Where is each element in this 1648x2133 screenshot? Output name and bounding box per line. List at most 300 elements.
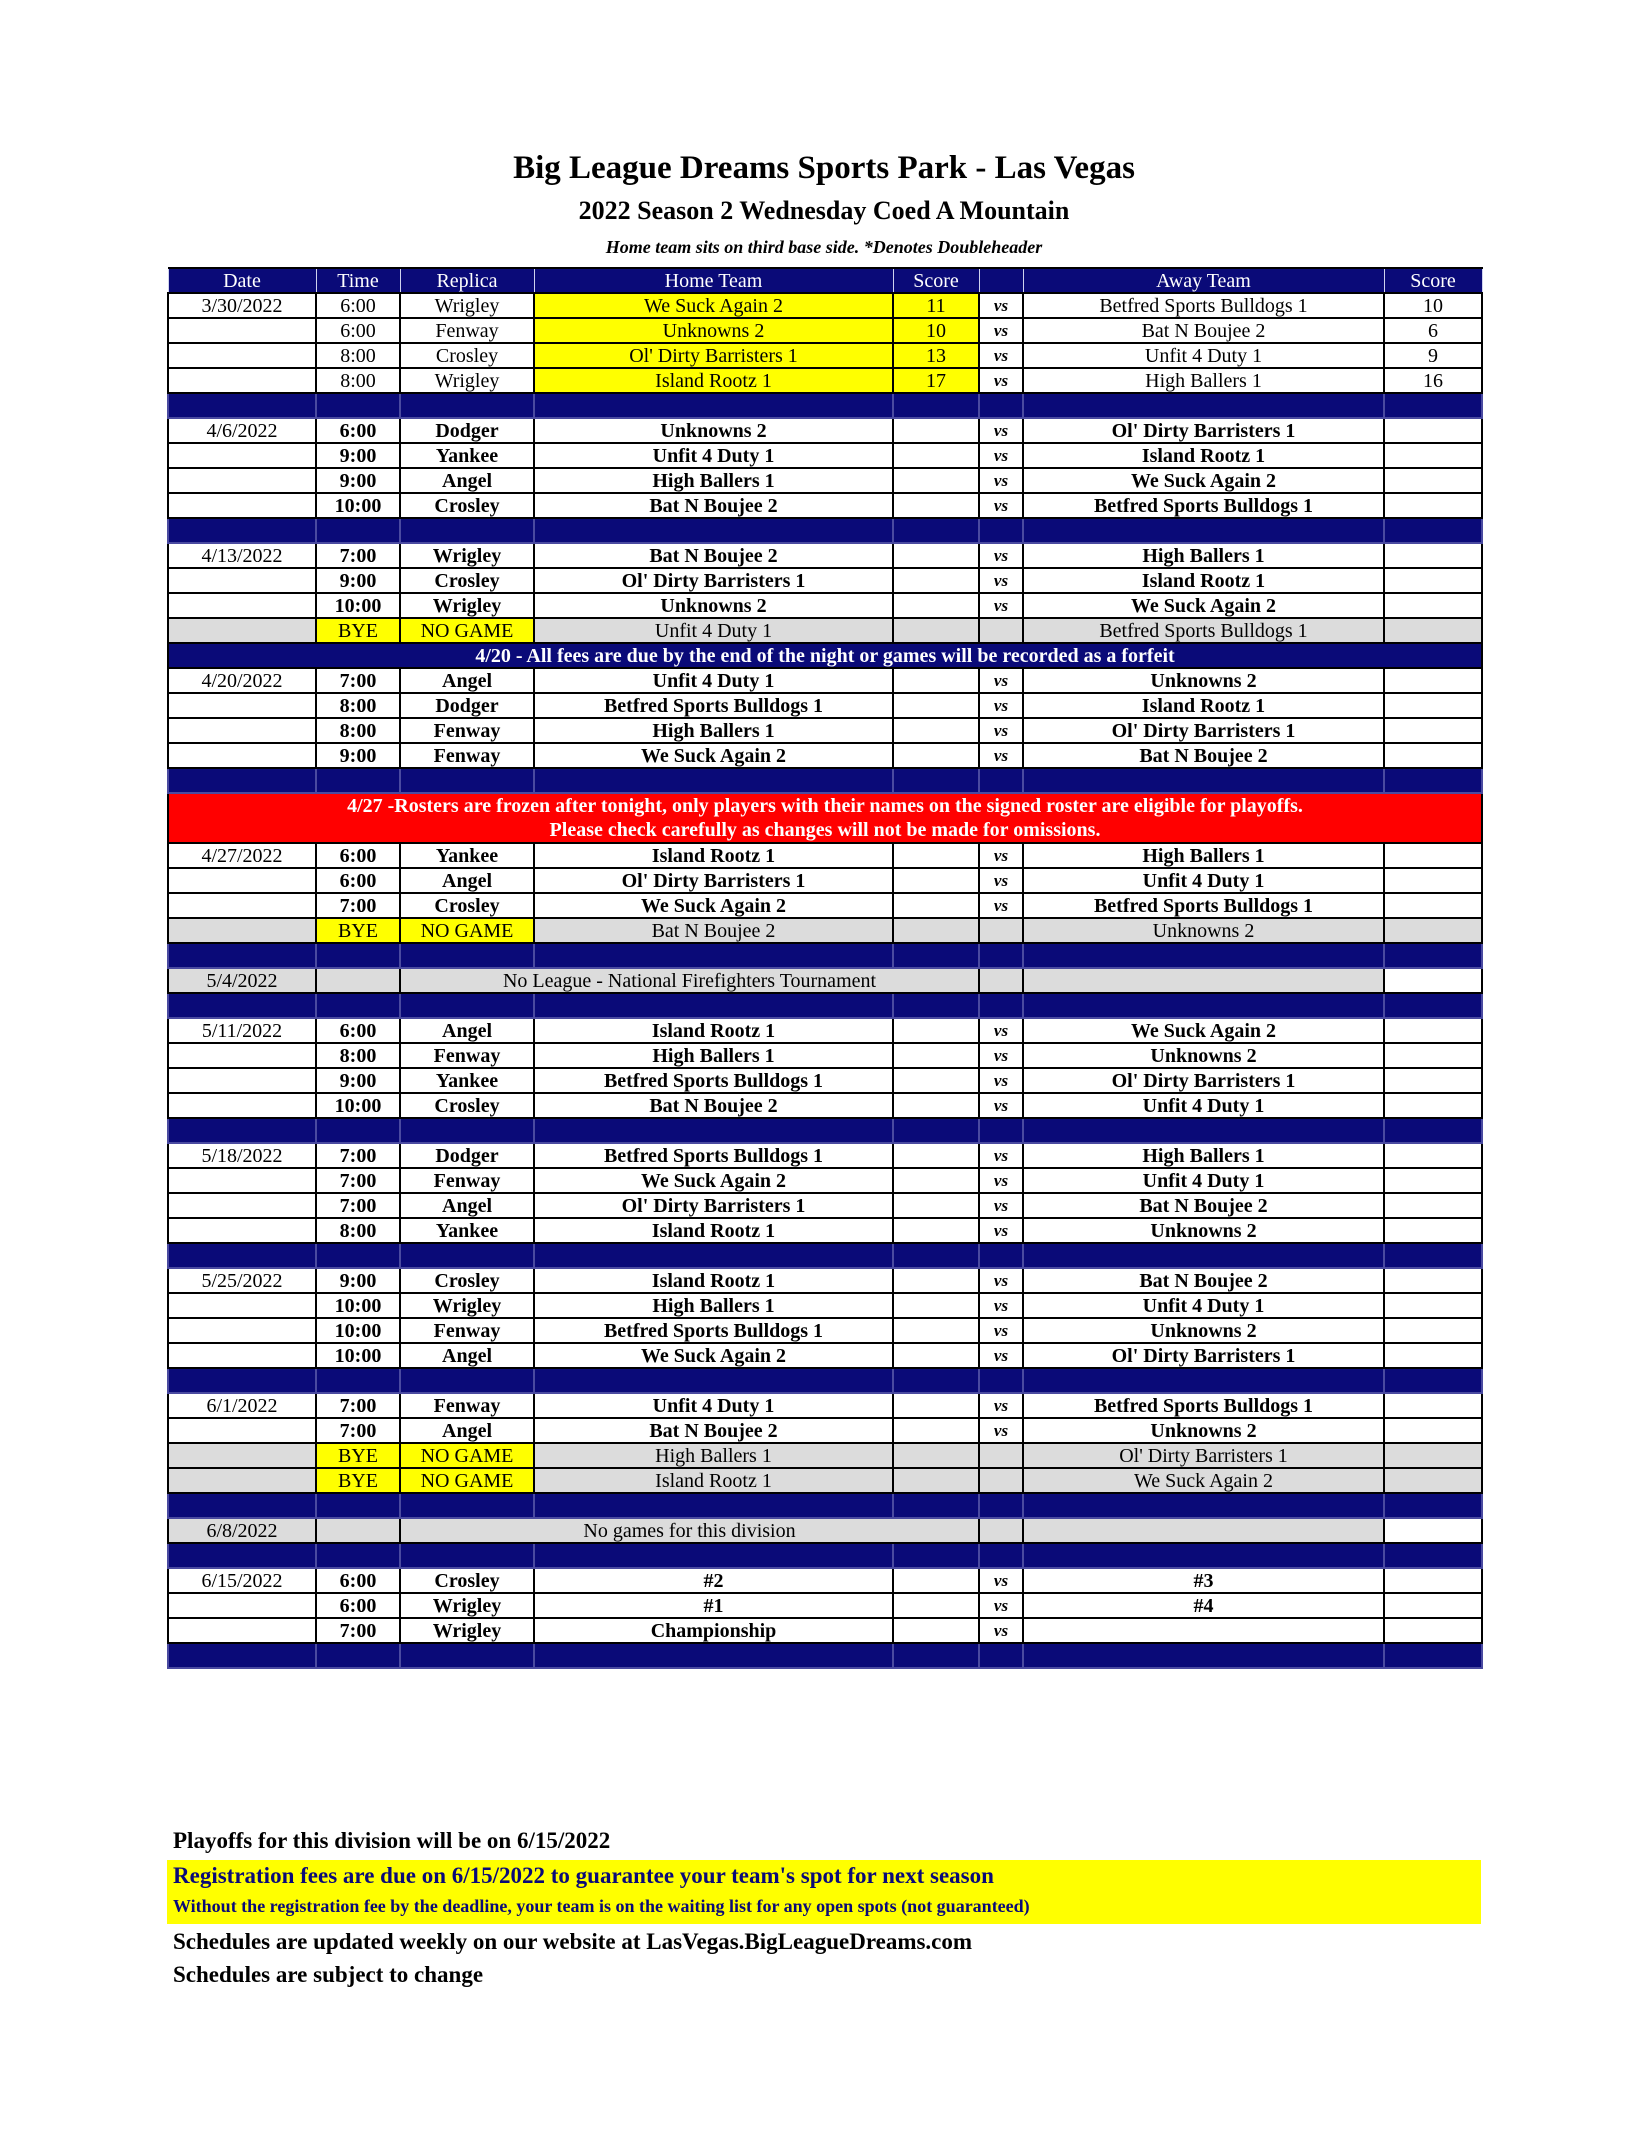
away-score-cell <box>1384 843 1482 868</box>
week-separator-row <box>168 393 1482 418</box>
separator-cell <box>1384 518 1482 543</box>
home-team-cell: Unknowns 2 <box>534 593 893 618</box>
vs-cell: vs <box>979 1343 1023 1368</box>
away-score-cell <box>1384 893 1482 918</box>
replica-cell: Angel <box>400 668 534 693</box>
away-score-cell <box>1384 1318 1482 1343</box>
vs-cell: vs <box>979 1418 1023 1443</box>
away-team-cell: We Suck Again 2 <box>1023 1468 1384 1493</box>
time-cell: BYE <box>316 618 400 643</box>
date-cell: 4/20/2022 <box>168 668 316 693</box>
date-cell <box>168 593 316 618</box>
separator-cell <box>400 1493 534 1518</box>
date-cell <box>168 468 316 493</box>
away-team-cell <box>1023 1518 1384 1543</box>
playoffs-note: Playoffs for this division will be on 6/15/2022 <box>173 1828 611 1853</box>
game-row <box>168 868 1482 893</box>
vs-cell: vs <box>979 1218 1023 1243</box>
home-team-cell: Ol' Dirty Barristers 1 <box>534 868 893 893</box>
replica-cell: NO GAME <box>400 618 534 643</box>
game-row <box>168 1068 1482 1093</box>
subject-to-change-note: Schedules are subject to change <box>173 1962 484 1987</box>
away-score-cell <box>1384 493 1482 518</box>
replica-cell: NO GAME <box>400 1468 534 1493</box>
separator-cell <box>534 1643 893 1668</box>
separator-cell <box>1023 1368 1384 1393</box>
replica-cell: Fenway <box>400 743 534 768</box>
home-team-cell: Island Rootz 1 <box>534 1468 893 1493</box>
time-cell: 7:00 <box>316 893 400 918</box>
separator-cell <box>893 1543 979 1568</box>
separator-cell <box>1023 1243 1384 1268</box>
away-score-cell <box>1384 543 1482 568</box>
bye-row <box>168 1443 1482 1468</box>
away-team-cell: Unfit 4 Duty 1 <box>1023 868 1384 893</box>
col-date: Date <box>168 268 316 293</box>
vs-cell: vs <box>979 893 1023 918</box>
vs-cell: vs <box>979 418 1023 443</box>
separator-cell <box>316 768 400 793</box>
vs-cell: vs <box>979 1593 1023 1618</box>
home-score-cell: 10 <box>893 318 979 343</box>
game-row <box>168 1143 1482 1168</box>
date-cell <box>168 868 316 893</box>
away-team-cell: Island Rootz 1 <box>1023 443 1384 468</box>
separator-cell <box>893 518 979 543</box>
game-row <box>168 1343 1482 1368</box>
date-cell <box>168 1443 316 1468</box>
separator-cell <box>893 943 979 968</box>
replica-cell: Fenway <box>400 718 534 743</box>
game-row <box>168 468 1482 493</box>
game-row <box>168 1593 1482 1618</box>
col-replica: Replica <box>400 268 534 293</box>
replica-cell: Angel <box>400 868 534 893</box>
separator-cell <box>893 1243 979 1268</box>
away-team-cell: #4 <box>1023 1593 1384 1618</box>
replica-cell: Fenway <box>400 1043 534 1068</box>
time-cell: 7:00 <box>316 1393 400 1418</box>
away-score-cell <box>1384 868 1482 893</box>
away-score-cell <box>1384 743 1482 768</box>
away-score-cell <box>1384 1393 1482 1418</box>
fees-notice: 4/20 - All fees are due by the end of the night or games will be recorded as a forfeit <box>168 643 1482 668</box>
separator-cell <box>979 1643 1023 1668</box>
date-cell: 5/11/2022 <box>168 1018 316 1043</box>
home-team-cell: High Ballers 1 <box>534 1043 893 1068</box>
away-team-cell: Unfit 4 Duty 1 <box>1023 1093 1384 1118</box>
separator-cell <box>893 393 979 418</box>
separator-cell <box>534 518 893 543</box>
separator-cell <box>534 1243 893 1268</box>
separator-cell <box>979 993 1023 1018</box>
game-row <box>168 668 1482 693</box>
time-cell: 6:00 <box>316 1568 400 1593</box>
replica-cell: Fenway <box>400 318 534 343</box>
week-separator-row <box>168 1118 1482 1143</box>
vs-cell: vs <box>979 593 1023 618</box>
vs-cell: vs <box>979 693 1023 718</box>
time-cell: 7:00 <box>316 1193 400 1218</box>
separator-cell <box>168 1368 316 1393</box>
replica-cell: Angel <box>400 1418 534 1443</box>
vs-cell: vs <box>979 543 1023 568</box>
home-score-cell <box>893 1468 979 1493</box>
game-row <box>168 368 1482 393</box>
home-score-cell <box>893 1293 979 1318</box>
away-team-cell: Betfred Sports Bulldogs 1 <box>1023 293 1384 318</box>
time-cell: 8:00 <box>316 718 400 743</box>
date-cell <box>168 618 316 643</box>
separator-cell <box>1023 1118 1384 1143</box>
home-team-cell: #2 <box>534 1568 893 1593</box>
separator-cell <box>1023 768 1384 793</box>
home-score-cell <box>893 1043 979 1068</box>
vs-cell: vs <box>979 843 1023 868</box>
home-score-cell <box>893 493 979 518</box>
replica-cell: Wrigley <box>400 593 534 618</box>
replica-cell: Fenway <box>400 1318 534 1343</box>
vs-cell: vs <box>979 668 1023 693</box>
home-score-cell: 17 <box>893 368 979 393</box>
game-row <box>168 1393 1482 1418</box>
separator-cell <box>534 1493 893 1518</box>
away-score-cell <box>1384 1168 1482 1193</box>
home-team-cell: Ol' Dirty Barristers 1 <box>534 343 893 368</box>
away-score-cell <box>1384 1043 1482 1068</box>
home-team-cell: Bat N Boujee 2 <box>534 1093 893 1118</box>
date-cell: 5/25/2022 <box>168 1268 316 1293</box>
separator-cell <box>316 518 400 543</box>
replica-cell: Crosley <box>400 568 534 593</box>
vs-cell: vs <box>979 1193 1023 1218</box>
week-separator-row <box>168 1543 1482 1568</box>
home-score-cell <box>893 1268 979 1293</box>
away-team-cell: Ol' Dirty Barristers 1 <box>1023 418 1384 443</box>
time-cell: 9:00 <box>316 1268 400 1293</box>
away-team-cell: Island Rootz 1 <box>1023 568 1384 593</box>
vs-cell: vs <box>979 1268 1023 1293</box>
home-team-cell: We Suck Again 2 <box>534 293 893 318</box>
game-row <box>168 1168 1482 1193</box>
game-row <box>168 693 1482 718</box>
separator-cell <box>316 993 400 1018</box>
week-separator-row <box>168 943 1482 968</box>
replica-cell: Crosley <box>400 1268 534 1293</box>
home-team-cell: We Suck Again 2 <box>534 743 893 768</box>
separator-cell <box>1384 768 1482 793</box>
away-score-cell <box>1384 1268 1482 1293</box>
home-score-cell <box>893 1168 979 1193</box>
home-team-cell: Ol' Dirty Barristers 1 <box>534 1193 893 1218</box>
week-separator-row <box>168 768 1482 793</box>
home-score-cell <box>893 693 979 718</box>
home-team-note: Home team sits on third base side. *Denotes Doubleheader <box>605 237 1043 257</box>
vs-cell: vs <box>979 568 1023 593</box>
home-score-cell <box>893 1418 979 1443</box>
vs-cell: vs <box>979 468 1023 493</box>
vs-cell: vs <box>979 1168 1023 1193</box>
replica-cell: Yankee <box>400 843 534 868</box>
bye-row <box>168 618 1482 643</box>
game-row <box>168 1318 1482 1343</box>
separator-cell <box>316 1643 400 1668</box>
time-cell <box>316 968 400 993</box>
home-team-cell: Island Rootz 1 <box>534 368 893 393</box>
away-score-cell: 10 <box>1384 293 1482 318</box>
time-cell: 9:00 <box>316 743 400 768</box>
date-cell: 4/27/2022 <box>168 843 316 868</box>
away-score-cell <box>1384 1593 1482 1618</box>
game-row <box>168 293 1482 318</box>
col-home-score: Score <box>893 268 979 293</box>
time-cell: 7:00 <box>316 1143 400 1168</box>
replica-cell: Yankee <box>400 443 534 468</box>
time-cell: 9:00 <box>316 1068 400 1093</box>
home-score-cell <box>893 1568 979 1593</box>
date-cell: 5/4/2022 <box>168 968 316 993</box>
separator-cell <box>979 1543 1023 1568</box>
date-cell <box>168 1068 316 1093</box>
separator-cell <box>1384 993 1482 1018</box>
time-cell: BYE <box>316 1468 400 1493</box>
date-cell <box>168 1093 316 1118</box>
away-score-cell <box>1384 1068 1482 1093</box>
game-row <box>168 1568 1482 1593</box>
separator-cell <box>400 943 534 968</box>
home-team-cell: Bat N Boujee 2 <box>534 543 893 568</box>
away-score-cell <box>1384 1343 1482 1368</box>
time-cell: 10:00 <box>316 1343 400 1368</box>
home-team-cell: We Suck Again 2 <box>534 1343 893 1368</box>
away-team-cell: Unknowns 2 <box>1023 668 1384 693</box>
time-cell: 8:00 <box>316 693 400 718</box>
time-cell: 6:00 <box>316 868 400 893</box>
no-games-text: No games for this division <box>400 1518 979 1543</box>
home-score-cell <box>893 1218 979 1243</box>
away-score-cell <box>1384 468 1482 493</box>
separator-cell <box>400 1643 534 1668</box>
home-score-cell <box>893 918 979 943</box>
date-cell <box>168 1418 316 1443</box>
home-team-cell: We Suck Again 2 <box>534 893 893 918</box>
home-team-cell: Bat N Boujee 2 <box>534 918 893 943</box>
separator-cell <box>534 943 893 968</box>
replica-cell: Dodger <box>400 693 534 718</box>
separator-cell <box>316 943 400 968</box>
separator-cell <box>316 1493 400 1518</box>
away-team-cell: Betfred Sports Bulldogs 1 <box>1023 893 1384 918</box>
col-away-team: Away Team <box>1023 268 1384 293</box>
waiting-list-note: Without the registration fee by the deadline, your team is on the waiting list for any open spots (not guaranteed) <box>173 1896 1030 1916</box>
vs-cell <box>979 918 1023 943</box>
separator-cell <box>168 518 316 543</box>
home-score-cell <box>893 668 979 693</box>
time-cell: 7:00 <box>316 1418 400 1443</box>
roster-notice-line1: 4/27 -Rosters are frozen after tonight, only players with their names on the signed roster are eligible for playoffs. <box>347 795 1303 817</box>
away-score-cell <box>1384 1143 1482 1168</box>
date-cell <box>168 368 316 393</box>
separator-cell <box>979 1243 1023 1268</box>
schedule-table <box>167 267 1483 1669</box>
away-score-cell <box>1384 1618 1482 1643</box>
home-score-cell <box>893 718 979 743</box>
home-score-cell <box>893 618 979 643</box>
replica-cell: Crosley <box>400 1568 534 1593</box>
separator-cell <box>979 393 1023 418</box>
vs-cell: vs <box>979 1143 1023 1168</box>
separator-cell <box>400 993 534 1018</box>
home-team-cell: Bat N Boujee 2 <box>534 493 893 518</box>
time-cell: 8:00 <box>316 1043 400 1068</box>
separator-cell <box>1384 1643 1482 1668</box>
time-cell: 9:00 <box>316 468 400 493</box>
home-score-cell <box>893 1143 979 1168</box>
separator-cell <box>534 1543 893 1568</box>
home-team-cell: Unfit 4 Duty 1 <box>534 1393 893 1418</box>
away-team-cell: Bat N Boujee 2 <box>1023 1268 1384 1293</box>
time-cell: 10:00 <box>316 1293 400 1318</box>
vs-cell: vs <box>979 1043 1023 1068</box>
time-cell: 6:00 <box>316 843 400 868</box>
home-score-cell: 11 <box>893 293 979 318</box>
separator-cell <box>1023 518 1384 543</box>
separator-cell <box>893 768 979 793</box>
time-cell <box>316 1518 400 1543</box>
replica-cell: Wrigley <box>400 293 534 318</box>
separator-cell <box>534 393 893 418</box>
time-cell: BYE <box>316 918 400 943</box>
away-team-cell: Ol' Dirty Barristers 1 <box>1023 718 1384 743</box>
away-score-cell <box>1384 693 1482 718</box>
game-row <box>168 1093 1482 1118</box>
home-team-cell: We Suck Again 2 <box>534 1168 893 1193</box>
home-team-cell: Betfred Sports Bulldogs 1 <box>534 693 893 718</box>
time-cell: 6:00 <box>316 1018 400 1043</box>
replica-cell: Wrigley <box>400 368 534 393</box>
vs-cell: vs <box>979 318 1023 343</box>
roster-notice-line2: Please check carefully as changes will not be made for omissions. <box>549 819 1101 841</box>
home-team-cell: Championship <box>534 1618 893 1643</box>
separator-cell <box>168 1118 316 1143</box>
away-team-cell: Betfred Sports Bulldogs 1 <box>1023 618 1384 643</box>
replica-cell: Dodger <box>400 1143 534 1168</box>
vs-cell: vs <box>979 1093 1023 1118</box>
away-team-cell: Unknowns 2 <box>1023 918 1384 943</box>
date-cell <box>168 1343 316 1368</box>
separator-cell <box>400 1243 534 1268</box>
time-cell: 7:00 <box>316 1168 400 1193</box>
home-score-cell <box>893 418 979 443</box>
week-separator-row <box>168 1643 1482 1668</box>
date-cell: 6/1/2022 <box>168 1393 316 1418</box>
date-cell <box>168 443 316 468</box>
separator-cell <box>168 1543 316 1568</box>
home-team-cell: #1 <box>534 1593 893 1618</box>
away-score-cell <box>1384 668 1482 693</box>
separator-cell <box>168 768 316 793</box>
date-cell <box>168 693 316 718</box>
date-cell <box>168 1218 316 1243</box>
away-team-cell: Island Rootz 1 <box>1023 693 1384 718</box>
date-cell: 4/6/2022 <box>168 418 316 443</box>
separator-cell <box>400 1368 534 1393</box>
away-team-cell: Betfred Sports Bulldogs 1 <box>1023 493 1384 518</box>
home-score-cell <box>893 893 979 918</box>
away-team-cell: We Suck Again 2 <box>1023 593 1384 618</box>
vs-cell <box>979 618 1023 643</box>
date-cell <box>168 743 316 768</box>
home-score-cell <box>893 843 979 868</box>
replica-cell: Fenway <box>400 1393 534 1418</box>
date-cell <box>168 1468 316 1493</box>
separator-cell <box>1384 393 1482 418</box>
home-team-cell: Unfit 4 Duty 1 <box>534 668 893 693</box>
separator-cell <box>400 518 534 543</box>
page-subtitle: 2022 Season 2 Wednesday Coed A Mountain <box>578 196 1070 225</box>
time-cell: 7:00 <box>316 1618 400 1643</box>
separator-cell <box>893 993 979 1018</box>
separator-cell <box>400 768 534 793</box>
game-row <box>168 593 1482 618</box>
separator-cell <box>1023 993 1384 1018</box>
away-team-cell: High Ballers 1 <box>1023 368 1384 393</box>
home-team-cell: Island Rootz 1 <box>534 1018 893 1043</box>
away-score-cell <box>1384 1193 1482 1218</box>
replica-cell: Crosley <box>400 343 534 368</box>
home-team-cell: Island Rootz 1 <box>534 1218 893 1243</box>
vs-cell: vs <box>979 868 1023 893</box>
separator-cell <box>1023 943 1384 968</box>
game-row <box>168 1018 1482 1043</box>
away-team-cell: We Suck Again 2 <box>1023 468 1384 493</box>
vs-cell: vs <box>979 1618 1023 1643</box>
replica-cell: Angel <box>400 468 534 493</box>
date-cell <box>168 1618 316 1643</box>
away-score-cell <box>1384 718 1482 743</box>
col-vs <box>979 268 1023 293</box>
separator-cell <box>979 1368 1023 1393</box>
vs-cell: vs <box>979 1568 1023 1593</box>
home-score-cell <box>893 1343 979 1368</box>
game-row <box>168 1043 1482 1068</box>
home-score-cell <box>893 443 979 468</box>
week-separator-row <box>168 1368 1482 1393</box>
home-team-cell: High Ballers 1 <box>534 468 893 493</box>
away-score-cell <box>1384 1093 1482 1118</box>
separator-cell <box>979 768 1023 793</box>
home-score-cell <box>893 593 979 618</box>
away-team-cell: Bat N Boujee 2 <box>1023 318 1384 343</box>
separator-cell <box>1384 1543 1482 1568</box>
home-score-cell <box>893 1318 979 1343</box>
home-team-cell: Island Rootz 1 <box>534 843 893 868</box>
away-score-cell <box>1384 1218 1482 1243</box>
game-row <box>168 1293 1482 1318</box>
separator-cell <box>400 1543 534 1568</box>
separator-cell <box>893 1643 979 1668</box>
separator-cell <box>316 1368 400 1393</box>
away-team-cell: Ol' Dirty Barristers 1 <box>1023 1343 1384 1368</box>
home-score-cell <box>893 1618 979 1643</box>
replica-cell: Angel <box>400 1193 534 1218</box>
time-cell: BYE <box>316 1443 400 1468</box>
game-row <box>168 443 1482 468</box>
separator-cell <box>400 1118 534 1143</box>
separator-cell <box>316 393 400 418</box>
vs-cell: vs <box>979 493 1023 518</box>
home-score-cell <box>893 1593 979 1618</box>
